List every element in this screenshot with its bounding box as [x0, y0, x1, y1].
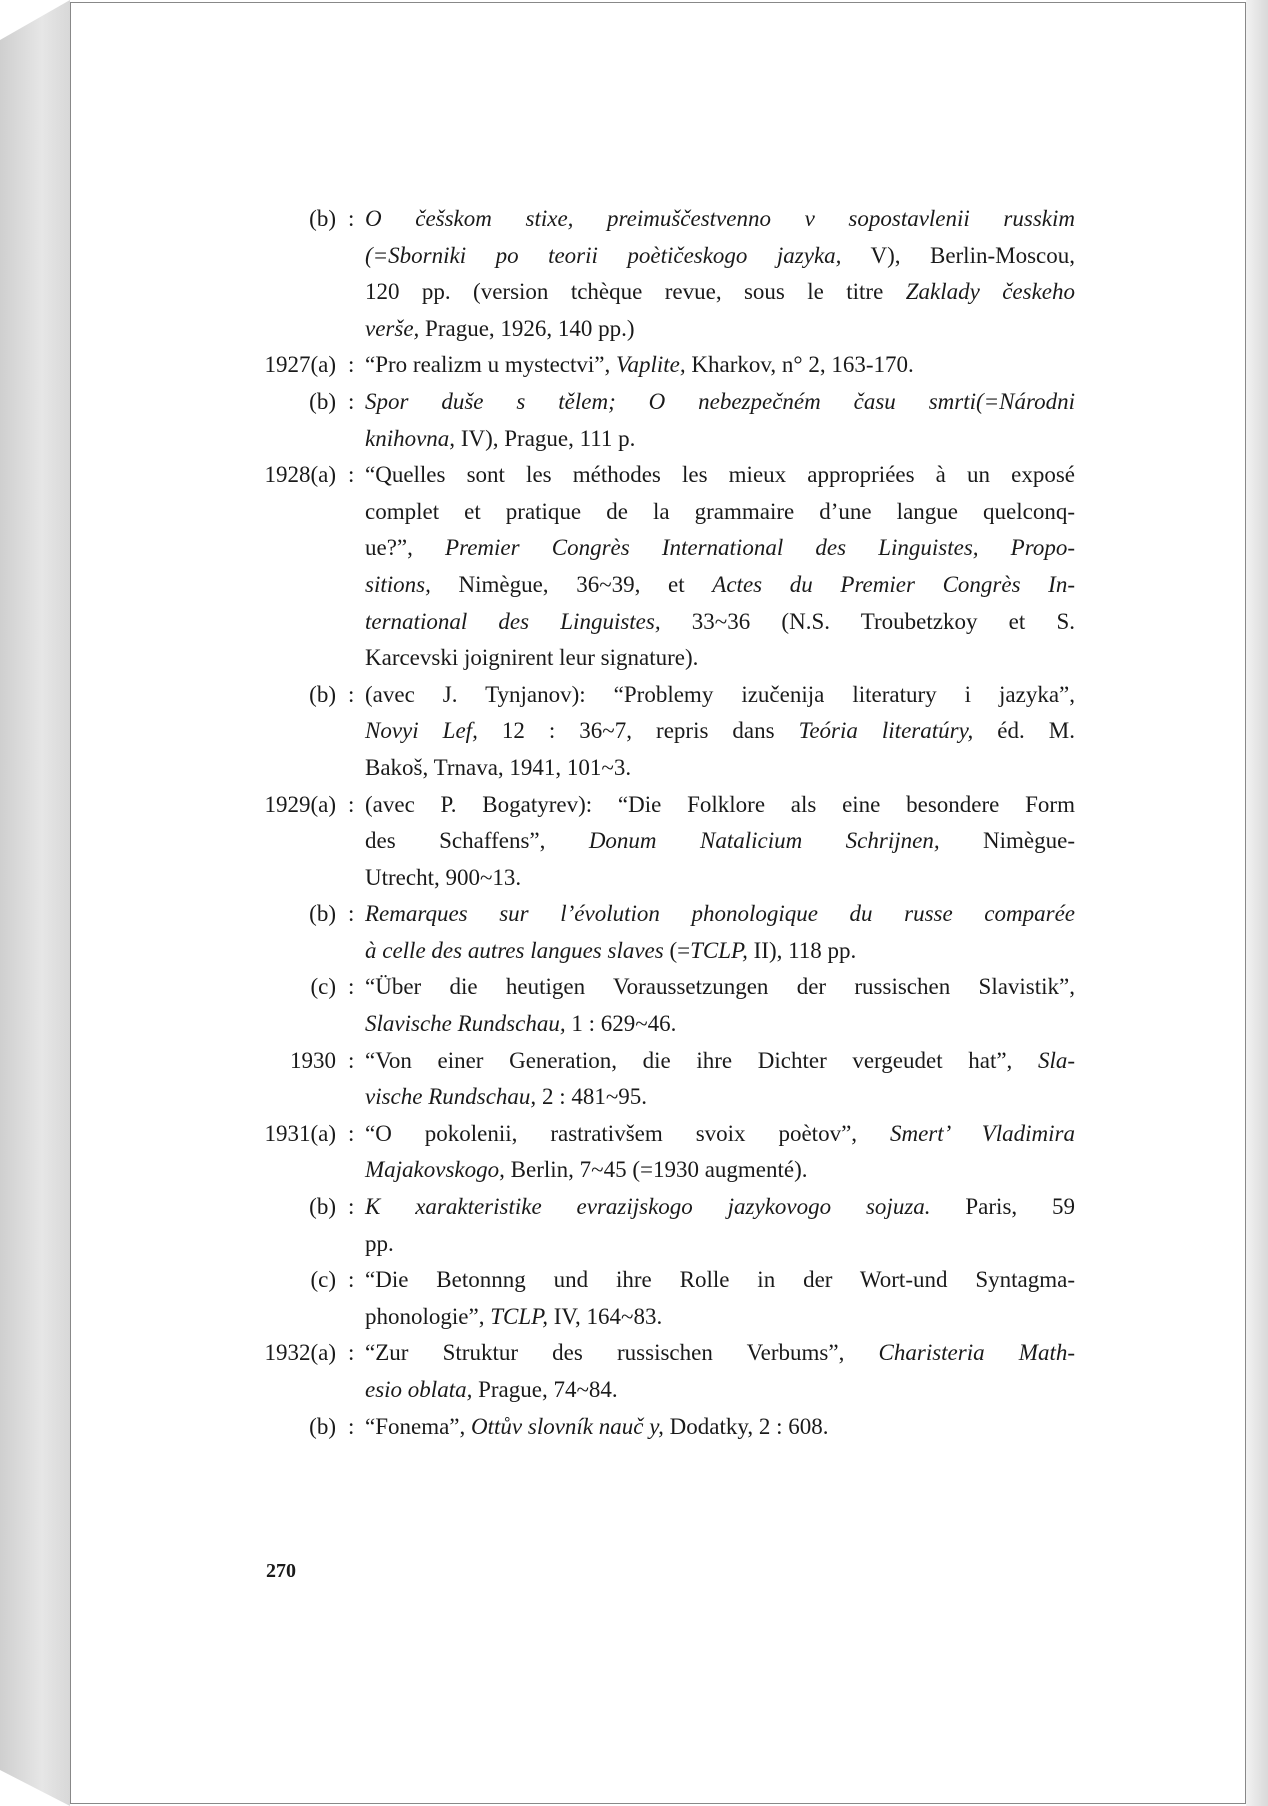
- text-segment: “Die Betonnng und ihre Rolle in der Wort-und Syntagma-: [365, 1267, 1075, 1293]
- entry-text: [365, 1299, 1075, 1336]
- text-segment: (avec J. Tynjanov): “Problemy izučenija literatury i jazyka”,: [365, 681, 1075, 707]
- entry-text: [365, 1409, 1075, 1446]
- text-segment: des Schaffens”,: [365, 828, 589, 854]
- italic-title-segment: Zaklady českeho: [905, 279, 1076, 305]
- label-colon: :: [348, 1267, 355, 1293]
- bibliography-line: [240, 860, 1080, 897]
- page-edge-shadow: [1246, 0, 1268, 1806]
- text-segment: “Zur Struktur des russischen Verbums”,: [365, 1340, 879, 1366]
- text-segment: (avec P. Bogatyrev): “Die Folklore als eine besondere Form: [365, 791, 1075, 817]
- entry-text: [365, 969, 1075, 1006]
- text-segment: (=: [663, 937, 691, 963]
- bibliography-line: [240, 530, 1080, 567]
- page-number: 270: [266, 1560, 296, 1582]
- label-colon: :: [348, 1120, 355, 1146]
- entry-text: [365, 238, 1075, 275]
- bibliography-line: [240, 787, 1080, 824]
- italic-title-segment: Sla-: [1037, 1047, 1075, 1073]
- bibliography-line: [240, 494, 1080, 531]
- entry-text: [365, 933, 1075, 970]
- label-colon: :: [348, 388, 355, 414]
- entry-text: [365, 823, 1075, 860]
- bibliography-line: [240, 1262, 1080, 1299]
- entry-text: [365, 750, 1075, 787]
- entry-text: [365, 1335, 1075, 1372]
- text-segment: “O pokolenii, rastrativšem svoix poètov”,: [365, 1120, 890, 1146]
- bibliography-line: [240, 347, 1080, 384]
- bibliography-line: [240, 1006, 1080, 1043]
- entry-text: [365, 787, 1075, 824]
- bibliography-line: [240, 1409, 1080, 1446]
- text-segment: pp.: [365, 1230, 394, 1256]
- entry-text: [365, 1226, 1075, 1263]
- italic-title-segment: esio oblata,: [365, 1377, 473, 1402]
- italic-title-segment: vische Rundschau,: [365, 1084, 537, 1110]
- text-segment: 120 pp. (version tchèque revue, sous le titre: [365, 279, 906, 305]
- text-segment: “Von einer Generation, die ihre Dichter vergeudet hat”,: [365, 1047, 1038, 1073]
- entry-text: [365, 494, 1075, 531]
- text-segment: 1 : 629~46.: [565, 1011, 677, 1037]
- label-colon: :: [348, 901, 355, 927]
- label-colon: :: [348, 1194, 355, 1220]
- bibliography-line: [240, 969, 1080, 1006]
- italic-title-segment: Teória literatúry,: [798, 718, 974, 744]
- text-segment: “Fonema”,: [365, 1413, 472, 1439]
- italic-title-segment: Premier Congrès International des Linguistes, Propo-: [445, 535, 1075, 561]
- bibliography-line: [240, 1335, 1080, 1372]
- label-colon: :: [348, 462, 355, 488]
- text-segment: éd. M.: [973, 718, 1075, 744]
- italic-title-segment: Actes du Premier Congrès In-: [712, 571, 1075, 597]
- entry-text: [365, 1043, 1075, 1080]
- entry-label: 1932(a): [264, 1340, 336, 1366]
- text-segment: II), 118 pp.: [747, 937, 857, 963]
- italic-title-segment: Vaplite,: [616, 352, 686, 378]
- text-segment: IV), Prague, 111 p.: [455, 425, 636, 451]
- italic-title-segment: TCLP,: [690, 937, 748, 963]
- text-segment: Paris, 59: [930, 1194, 1076, 1220]
- bibliography-line: [240, 823, 1080, 860]
- label-colon: :: [348, 352, 355, 378]
- entry-label: (b): [309, 901, 336, 927]
- bibliography-line: [240, 1079, 1080, 1116]
- bibliography-line: [240, 1372, 1080, 1409]
- label-colon: :: [348, 974, 355, 1000]
- bibliography-line: [240, 933, 1080, 970]
- text-segment: “Pro realizm u mystectvi”,: [365, 352, 617, 378]
- entry-label: (c): [310, 1267, 336, 1293]
- bibliography-line: [240, 311, 1080, 348]
- italic-title-segment: verše,: [365, 315, 420, 341]
- italic-title-segment: K xarakteristike evrazijskogo jazykovogo sojuza.: [365, 1194, 931, 1220]
- entry-text: [365, 1079, 1075, 1116]
- text-segment: “Quelles sont les méthodes les mieux appropriées à un exposé: [365, 462, 1075, 488]
- entry-label: 1931(a): [264, 1120, 336, 1146]
- italic-title-segment: (=Sborniki po teorii poètičeskogo jazyka,: [365, 242, 842, 268]
- entry-text: [365, 421, 1075, 458]
- entry-text: [365, 201, 1075, 238]
- entry-label: (b): [309, 206, 336, 231]
- bibliography-line: [240, 1043, 1080, 1080]
- italic-title-segment: knihovna,: [365, 425, 456, 451]
- italic-title-segment: Majakovskogo,: [365, 1157, 505, 1183]
- bibliography-line: [240, 1152, 1080, 1189]
- bibliography-line: [240, 1226, 1080, 1263]
- entry-text: [365, 457, 1075, 494]
- italic-title-segment: Ottův slovník nauč y,: [471, 1413, 664, 1439]
- entry-text: [365, 713, 1075, 750]
- label-colon: :: [348, 681, 355, 707]
- text-segment: phonologie”,: [365, 1303, 491, 1329]
- label-colon: :: [348, 1047, 355, 1073]
- bibliography-line: [240, 1189, 1080, 1226]
- entry-text: [365, 640, 1075, 677]
- entry-text: [365, 677, 1075, 714]
- text-segment: Nimègue, 36~39, et: [430, 571, 713, 597]
- bibliography-line: [240, 750, 1080, 787]
- entry-label: 1928(a): [264, 462, 336, 488]
- text-segment: Bakoš, Trnava, 1941, 101~3.: [365, 754, 632, 780]
- entry-text: [365, 311, 1075, 348]
- bibliography-list: [240, 201, 1080, 1445]
- text-segment: IV, 164~83.: [547, 1303, 663, 1329]
- entry-label: 1930: [290, 1047, 336, 1073]
- bibliography-line: [240, 640, 1080, 677]
- bibliography-line: [240, 457, 1080, 494]
- entry-text: [365, 274, 1075, 311]
- text-segment: Utrecht, 900~13.: [365, 864, 522, 890]
- entry-label: (b): [309, 388, 336, 414]
- entry-label: 1927(a): [264, 352, 336, 378]
- label-colon: :: [348, 1340, 355, 1366]
- entry-label: (b): [309, 681, 336, 707]
- italic-title-segment: Slavische Rundschau,: [365, 1011, 566, 1037]
- italic-title-segment: O češskom stixe, preimuščestvenno v sopostavlenii russkim: [365, 206, 1075, 231]
- entry-text: [365, 1189, 1075, 1226]
- bibliography-line: [240, 677, 1080, 714]
- entry-text: [365, 1152, 1075, 1189]
- entry-text: [365, 604, 1075, 641]
- label-colon: :: [348, 206, 355, 231]
- bibliography-line: [240, 567, 1080, 604]
- text-segment: 33~36 (N.S. Troubetzkoy et S.: [660, 608, 1076, 634]
- entry-text: [365, 1262, 1075, 1299]
- text-segment: Kharkov, n° 2, 163-170.: [685, 352, 914, 378]
- text-segment: ue?”,: [365, 535, 446, 561]
- bibliography-line: [240, 713, 1080, 750]
- entry-text: [365, 384, 1075, 421]
- entry-text: [365, 896, 1075, 933]
- entry-label: (c): [310, 974, 336, 1000]
- entry-text: [365, 1006, 1075, 1043]
- label-colon: :: [348, 1413, 355, 1439]
- bibliography-line: [240, 238, 1080, 275]
- italic-title-segment: Smert’ Vladimira: [889, 1120, 1075, 1146]
- bibliography-line: [240, 274, 1080, 311]
- text-segment: complet et pratique de la grammaire d’une langue quelconq-: [365, 498, 1075, 524]
- text-segment: 12 : 36~7, repris dans: [477, 718, 799, 744]
- italic-title-segment: à celle des autres langues slaves: [365, 937, 664, 963]
- entry-text: [365, 567, 1075, 604]
- entry-label: (b): [309, 1413, 336, 1439]
- text-segment: 2 : 481~95.: [536, 1084, 648, 1110]
- text-segment: Berlin, 7~45 (=1930 augmenté).: [504, 1157, 808, 1183]
- italic-title-segment: ternational des Linguistes,: [365, 608, 661, 634]
- italic-title-segment: Remarques sur l’évolution phonologique du russe comparée: [365, 901, 1075, 927]
- entry-text: [365, 1116, 1075, 1153]
- text-segment: Dodatky, 2 : 608.: [663, 1413, 829, 1439]
- bibliography-line: [240, 604, 1080, 641]
- entry-text: [365, 347, 1075, 384]
- bibliography-line: [240, 1299, 1080, 1336]
- italic-title-segment: sitions,: [365, 571, 431, 597]
- bibliography-line: [240, 384, 1080, 421]
- italic-title-segment: Spor duše s tělem; O nebezpečném času smrti(=Národni: [365, 388, 1075, 414]
- italic-title-segment: Novyi Lef,: [365, 718, 478, 744]
- entry-label: (b): [309, 1194, 336, 1220]
- bibliography-line: [240, 1116, 1080, 1153]
- text-segment: V), Berlin-Moscou,: [841, 242, 1075, 268]
- text-segment: Karcevski joignirent leur signature).: [365, 645, 699, 671]
- text-segment: Nimègue-: [939, 828, 1076, 854]
- label-colon: :: [348, 791, 355, 817]
- bibliography-line: [240, 421, 1080, 458]
- italic-title-segment: TCLP,: [490, 1303, 548, 1329]
- bibliography-line: [240, 201, 1080, 238]
- entry-text: [365, 860, 1075, 897]
- text-segment: Prague, 1926, 140 pp.): [419, 315, 635, 341]
- text-segment: Prague, 74~84.: [472, 1377, 618, 1402]
- italic-title-segment: Donum Natalicium Schrijnen,: [588, 828, 940, 854]
- book-spine-edge: [0, 0, 70, 1806]
- italic-title-segment: Charisteria Math-: [878, 1340, 1075, 1366]
- text-segment: “Über die heutigen Voraussetzungen der russischen Slavistik”,: [365, 974, 1075, 1000]
- entry-text: [365, 530, 1075, 567]
- entry-text: [365, 1372, 1075, 1409]
- bibliography-line: [240, 896, 1080, 933]
- entry-label: 1929(a): [264, 791, 336, 817]
